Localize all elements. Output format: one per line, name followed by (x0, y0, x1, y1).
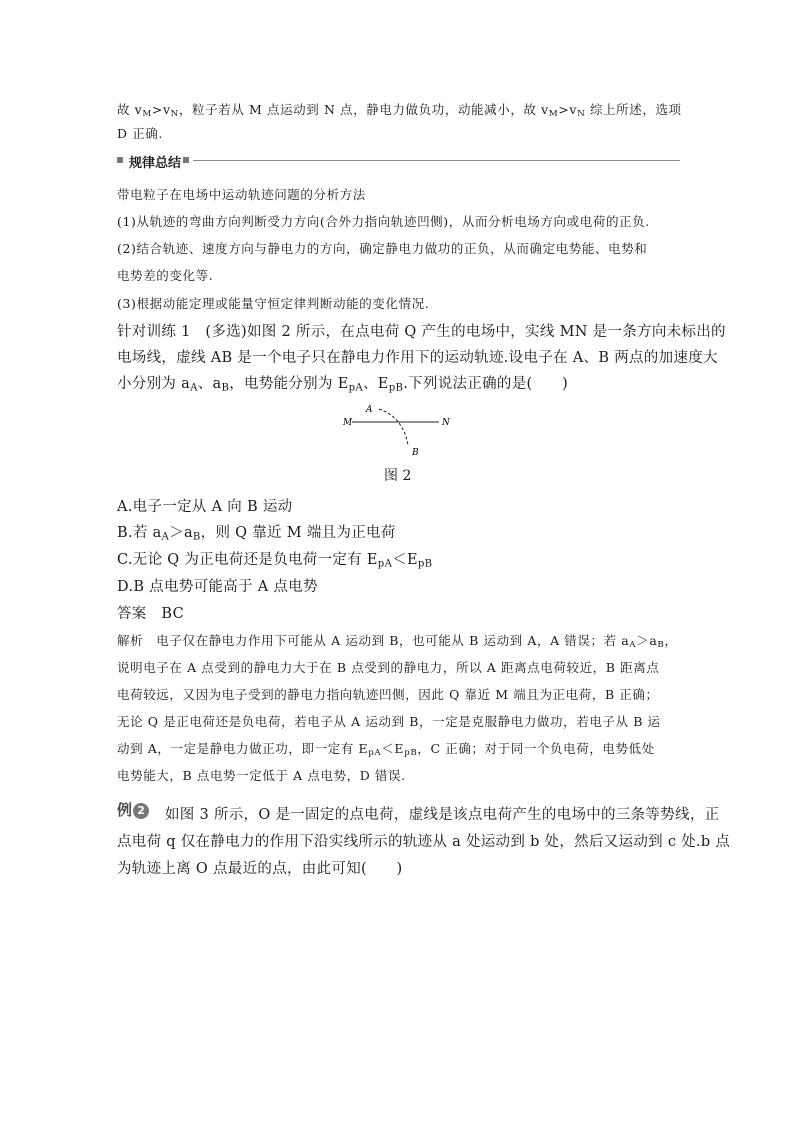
subscript: B (221, 382, 230, 394)
subscript: A (161, 531, 170, 543)
text-run: ＞a (169, 525, 193, 541)
example-line-1: 如图 3 所示，O 是一固定的点电荷，虚线是该点电荷产生的电场中的三条等势线，正 (165, 807, 720, 823)
text-run: C.无论 Q 为正电荷还是负电荷一定有 E (117, 552, 378, 568)
subscript: M (548, 109, 559, 120)
subscript: pB (388, 382, 404, 394)
rule-item-3: (3)根据动能定理或能量守恒定律判断动能的变化情况. (117, 296, 430, 311)
rule-item-1: (1)从轨迹的弯曲方向判断受力方向(合外力指向轨迹凹侧)，从而分析电场方向或电荷的正负. (117, 214, 650, 229)
subscript: B (192, 531, 201, 543)
analysis-line-5 (117, 739, 655, 758)
analysis-line-1 (117, 631, 678, 650)
subscript: pA (348, 382, 363, 394)
subscript: B (657, 640, 665, 651)
text-run: 故 v (117, 102, 143, 117)
square-bullet-icon (183, 157, 189, 163)
training-line-2: 电场线，虚线 AB 是一个电子只在静电力作用下的运动轨迹.设电子在 A、B 两点的加速度大 (117, 350, 718, 366)
example-line-3: 为轨迹上离 O 点最近的点，由此可知( ) (117, 861, 403, 877)
text-run: 动到 A，一定是静电力做正功，即一定有 E (117, 741, 369, 756)
square-bullet-icon (117, 157, 123, 163)
subscript: N (577, 109, 586, 120)
example-badge (117, 799, 149, 820)
analysis-line-2: 说明电子在 A 点受到的静电力大于在 B 点受到的静电力，所以 A 距离点电荷较近，B 距离点 (117, 660, 660, 675)
subscript: A (190, 382, 198, 394)
answer: 答案 BC (117, 606, 185, 622)
subscript: pA (377, 558, 393, 570)
analysis-line-3: 电荷较远，又因为电子受到的静电力指向轨迹凹侧，因此 Q 靠近 M 端且为正电荷，B 正确； (117, 687, 659, 702)
rule-summary-title: 规律总结 (129, 156, 182, 171)
example-line-2: 点电荷 q 仅在静电力的作用下沿实线所示的轨迹从 a 处运动到 b 处，然后又运动到 c 处.b 点 (117, 834, 731, 850)
example-number-icon: 2 (133, 803, 149, 819)
label-n: N (442, 418, 450, 428)
text-run: 、E (363, 376, 389, 392)
subscript: pB (404, 748, 418, 759)
text-run: ，则 Q 靠近 M 端且为正电荷 (200, 525, 396, 541)
label-m: M (343, 418, 353, 428)
text-run: 解析 电子仅在静电力作用下可能从 A 运动到 B，也可能从 B 运动到 A，A 错误；若 a (117, 633, 630, 648)
training-line-1: 针对训练 1 (多选)如图 2 所示，在点电荷 Q 产生的电场中，实线 MN 是一条方向未标出的 (117, 324, 726, 340)
option-a: A.电子一定从 A 向 B 运动 (117, 499, 293, 515)
rule-summary-heading: 带电粒子在电场中运动轨迹问题的分析方法 (117, 187, 366, 202)
text-run: 小分别为 a (117, 376, 191, 392)
training-line-3 (117, 372, 568, 394)
text-run: ＜E (381, 741, 405, 756)
figure-caption: 图 2 (384, 468, 412, 484)
header-rule (193, 160, 680, 161)
subscript: A (629, 640, 637, 651)
text-run: 综上所述，选项 (585, 102, 682, 117)
label-b: B (412, 448, 419, 458)
rule-item-2-cont: 电势差的变化等. (117, 268, 214, 283)
intro-line-1 (117, 100, 682, 119)
label-a: A (366, 405, 373, 415)
option-c (117, 548, 432, 570)
rule-item-2: (2)结合轨迹、速度方向与静电力的方向，确定静电力做功的正负，从而确定电势能、电势和 (117, 241, 648, 256)
rule-summary-header (117, 152, 680, 170)
example-label: 例 (117, 801, 133, 819)
intro-line-2: D 正确. (117, 126, 163, 141)
subscript: pB (417, 558, 433, 570)
text-run: ，电势能分别为 E (229, 376, 349, 392)
subscript: pA (368, 748, 382, 759)
analysis-line-4: 无论 Q 是正电荷还是负电荷，若电子从 A 运动到 B，一定是克服静电力做功，若电子从 B 运 (117, 714, 661, 729)
text-run: ，C 正确；对于同一个负电荷，电势低处 (417, 741, 655, 756)
text-run: ＜E (392, 552, 418, 568)
subscript: N (170, 109, 179, 120)
analysis-line-6: 电势能大，B 点电势一定低于 A 点电势，D 错误. (117, 768, 406, 783)
text-run: >v (558, 102, 578, 117)
text-run: ＞a (636, 633, 658, 648)
text-run: ，粒子若从 M 点运动到 N 点，静电力做负功，动能减小，故 v (178, 102, 549, 117)
text-run: .下列说法正确的是( ) (403, 376, 569, 392)
text-run: 、a (197, 376, 222, 392)
trajectory-ab (379, 409, 408, 445)
figure-2-diagram (335, 397, 460, 459)
subscript: M (142, 109, 152, 120)
text-run: >v (151, 102, 171, 117)
text-run: B.若 a (117, 525, 162, 541)
option-b (117, 521, 396, 543)
text-run: ， (664, 633, 678, 648)
option-d: D.B 点电势可能高于 A 点电势 (117, 579, 318, 595)
